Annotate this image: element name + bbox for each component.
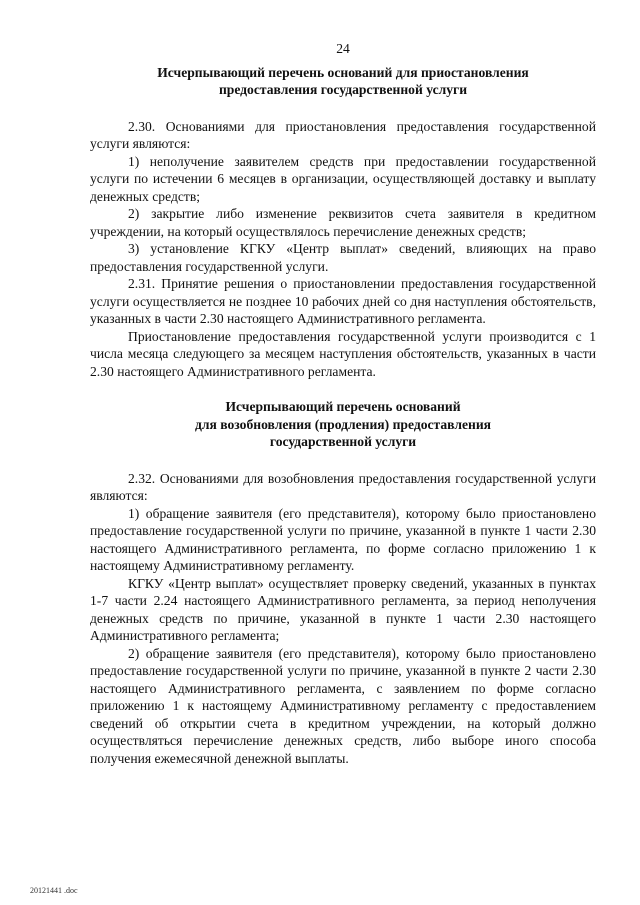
heading-line: для возобновления (продления) предоставления [194, 416, 492, 432]
heading-line: предоставления государственной услуги [218, 82, 468, 97]
paragraph-center-check: КГКУ «Центр выплат» осуществляет проверку сведений, указанных в пунктах 1-7 части 2.24 настоящего Административного регламента, за период неполучения денежных средств по причине, указанной в пункте 1 части 2.30 настоящего Административного регламента; [90, 575, 596, 643]
section-heading-resumption [90, 398, 596, 451]
paragraph-suspension-start: Приостановление предоставления государственной услуги производится с 1 числа месяца следующего за месяцем наступления обстоятельств, указанных в части 2.30 настоящего Административного регламента. [90, 328, 596, 379]
footer-filename: 20121441 .doc [30, 886, 78, 895]
paragraph-2-32: 2.32. Основаниями для возобновления предоставления государственной услуги являются: [90, 470, 596, 503]
list-item-2: 2) закрытие либо изменение реквизитов счета заявителя в кредитном учреждении, на который осуществлялось перечисление денежных средств; [90, 206, 596, 239]
list-item-2: 2) обращение заявителя (его представителя), которому было приостановлено предоставление государственной услуги по причине, указанной в пункте 2 части 2.30 настоящего Административного регламента, с заявлением по форме согласно приложению 1 к настоящему Административному регламенту с предоставлением сведений об открытии счета в кредитном учреждении, на который должно осуществляться перечисление денежных средств, либо выборе иного способа получения ежемесячной денежной выплаты. [90, 645, 596, 766]
heading-line: государственной услуги [269, 434, 417, 449]
section-heading-suspension [90, 64, 596, 99]
list-item-1: 1) обращение заявителя (его представителя), которому было приостановлено предоставление государственной услуги по причине, указанной в пункте 1 части 2.30 настоящего Административного регламента, по форме согласно приложению 1 к настоящему Административному регламенту. [90, 505, 596, 573]
heading-line: Исчерпывающий перечень оснований для приостановления [157, 64, 529, 80]
document-page [90, 40, 596, 767]
list-item-1: 1) неполучение заявителем средств при предоставлении государственной услуги по истечении 6 месяцев в организации, осуществляющей доставку и выплату денежных средств; [90, 153, 596, 204]
paragraph-2-30: 2.30. Основаниями для приостановления предоставления государственной услуги являются: [90, 118, 596, 151]
page-number: 24 [336, 41, 350, 56]
list-item-3: 3) установление КГКУ «Центр выплат» сведений, влияющих на право предоставления государственной услуги. [90, 241, 596, 274]
heading-line: Исчерпывающий перечень оснований [225, 399, 461, 414]
paragraph-2-31: 2.31. Принятие решения о приостановлении предоставления государственной услуги осуществляется не позднее 10 рабочих дней со дня наступления обстоятельств, указанных в части 2.30 настоящего Административного регламента. [90, 276, 596, 326]
